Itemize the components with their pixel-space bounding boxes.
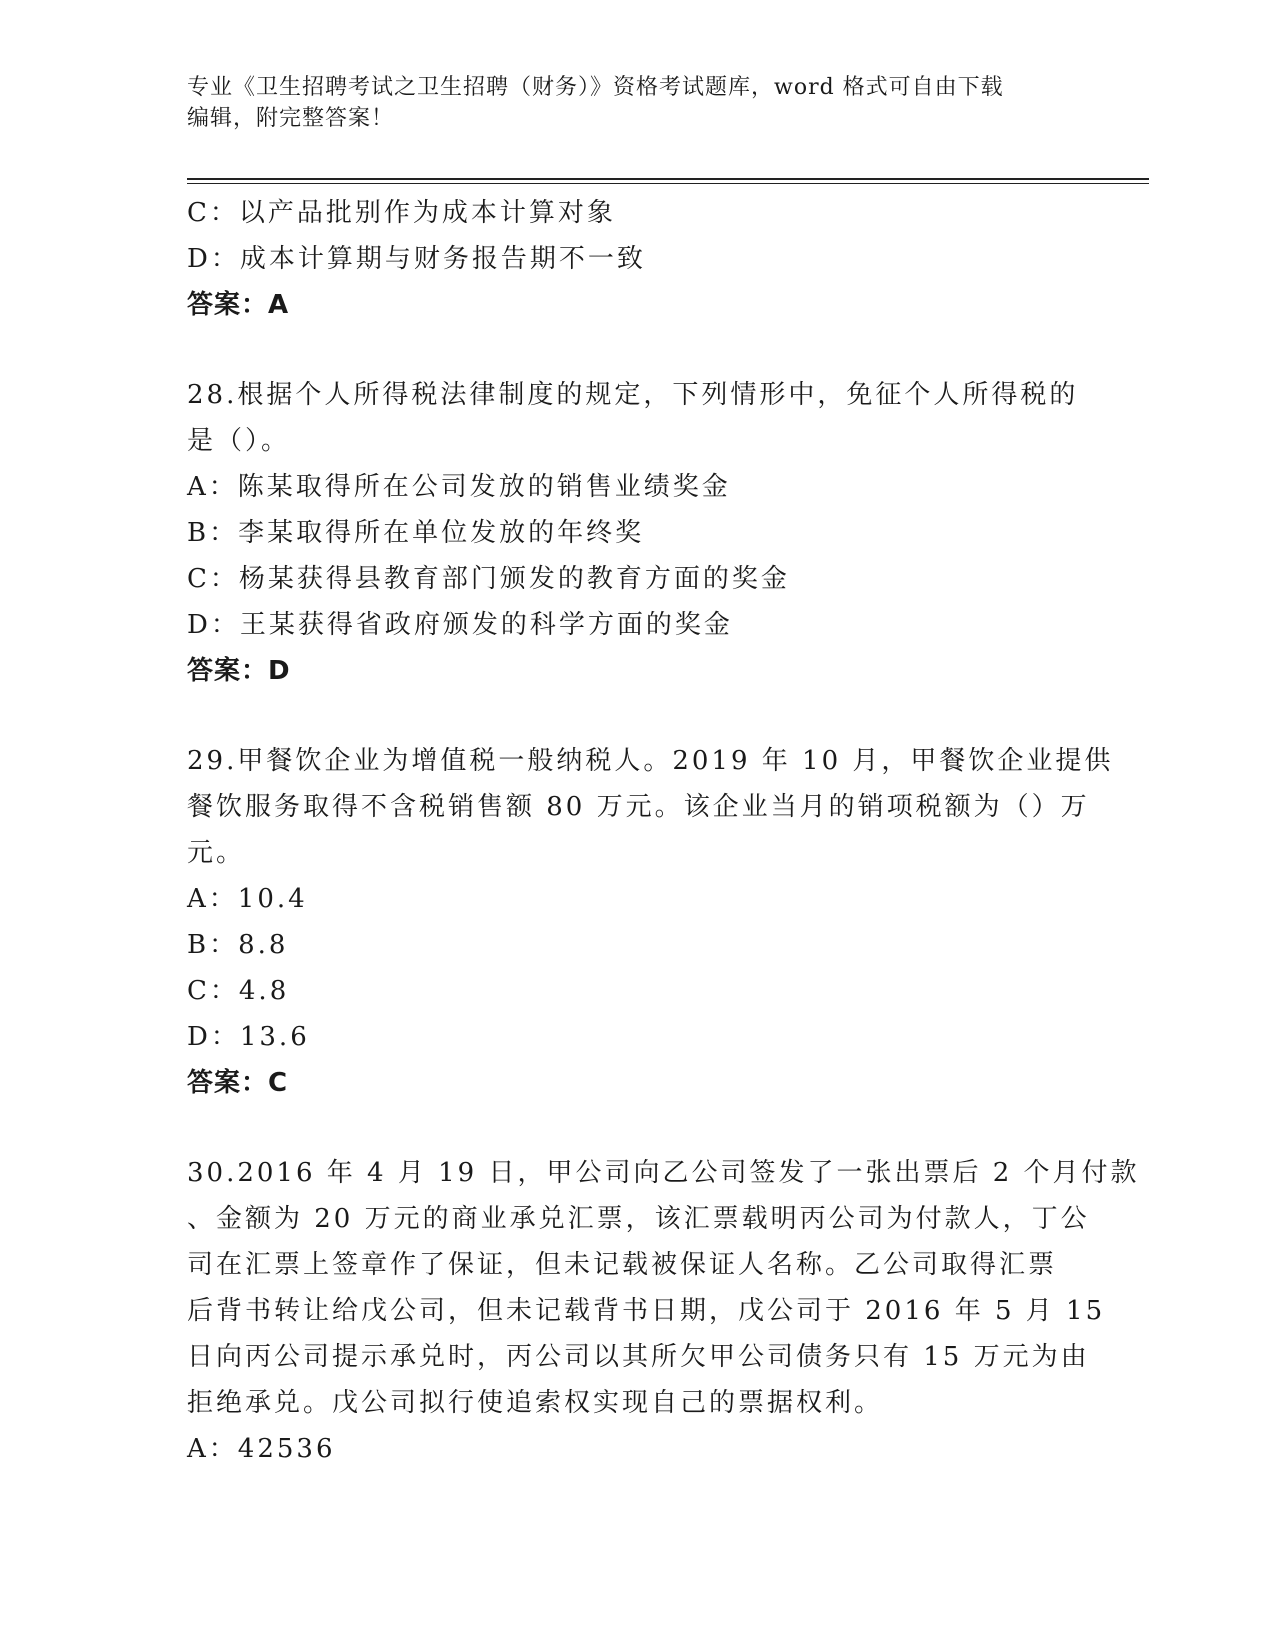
q27-option-d: D：成本计算期与财务报告期不一致 (187, 244, 646, 274)
header-divider-thick (187, 178, 1149, 180)
q28-option-b: B：李某取得所在单位发放的年终奖 (187, 518, 645, 548)
header-line-1: 专业《卫生招聘考试之卫生招聘（财务）》资格考试题库，word 格式可自由下载 (187, 75, 1004, 100)
q29-text-line-2: 餐饮服务取得不含税销售额 80 万元。该企业当月的销项税额为（）万 (187, 792, 1090, 822)
q29-option-b: B：8.8 (187, 930, 289, 960)
question-content (187, 190, 1140, 1472)
q30-text-line-2: 、金额为 20 万元的商业承兑汇票，该汇票载明丙公司为付款人，丁公 (187, 1204, 1090, 1234)
question-30 (187, 1150, 1140, 1472)
q29-option-a: A：10.4 (187, 884, 308, 914)
q28-answer: 答案：D (187, 656, 291, 686)
q28-option-c: C：杨某获得县教育部门颁发的教育方面的奖金 (187, 564, 790, 594)
q29-option-d: D：13.6 (187, 1022, 310, 1052)
q30-text-line-1: 30.2016 年 4 月 19 日，甲公司向乙公司签发了一张出票后 2 个月付款 (187, 1158, 1140, 1188)
q29-option-c: C：4.8 (187, 976, 290, 1006)
question-27 (187, 190, 1087, 328)
q30-text-line-4: 后背书转让给戊公司，但未记载背书日期，戊公司于 2016 年 5 月 15 (187, 1296, 1106, 1326)
q30-text-line-6: 拒绝承兑。戊公司拟行使追索权实现自己的票据权利。 (187, 1388, 884, 1418)
document-header (187, 72, 1087, 134)
q28-text-line-1: 28.根据个人所得税法律制度的规定，下列情形中，免征个人所得税的 (187, 380, 1079, 410)
q28-text-line-2: 是（）。 (187, 426, 291, 456)
q29-text-line-3: 元。 (187, 838, 246, 868)
spacer (187, 328, 1087, 372)
q27-option-c: C：以产品批别作为成本计算对象 (187, 198, 616, 228)
question-29 (187, 738, 1114, 1106)
q28-option-a: A：陈某取得所在公司发放的销售业绩奖金 (187, 472, 731, 502)
q29-text-line-1: 29.甲餐饮企业为增值税一般纳税人。2019 年 10 月，甲餐饮企业提供 (187, 746, 1114, 776)
q29-answer: 答案：C (187, 1068, 289, 1098)
q27-answer: 答案：A (187, 290, 290, 320)
header-line-2: 编辑，附完整答案！ (187, 106, 395, 131)
q30-text-line-5: 日向丙公司提示承兑时，丙公司以其所欠甲公司债务只有 15 万元为由 (187, 1342, 1090, 1372)
q28-option-d: D：王某获得省政府颁发的科学方面的奖金 (187, 610, 733, 640)
question-28 (187, 372, 1087, 694)
q30-text-line-3: 司在汇票上签章作了保证，但未记载被保证人名称。乙公司取得汇票 (187, 1250, 1058, 1280)
spacer (187, 694, 1087, 738)
q30-option-a: A：42536 (187, 1434, 336, 1464)
spacer (187, 1106, 1087, 1150)
header-divider-thin (187, 183, 1149, 184)
